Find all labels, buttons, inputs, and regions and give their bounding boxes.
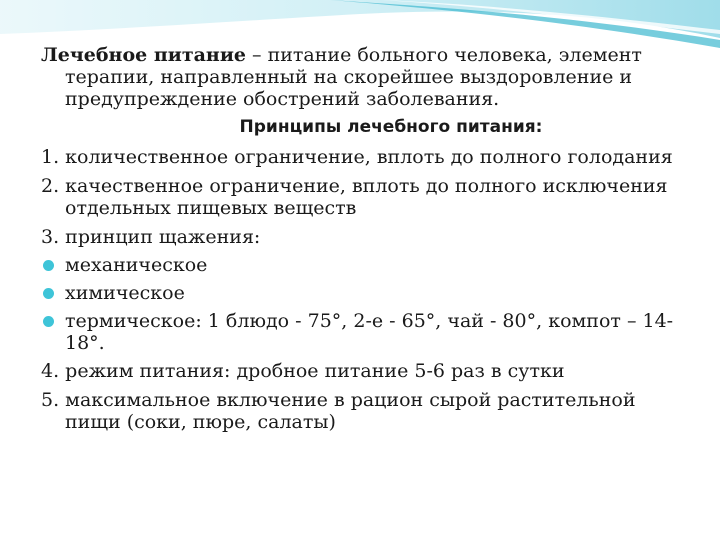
list-item: 1. количественное ограничение, вплоть до полного голодания <box>41 146 673 168</box>
list-item: 2. качественное ограничение, вплоть до полного исключения отдельных пищевых веществ <box>41 175 668 219</box>
bullet-item <box>41 254 681 276</box>
bullet-dot-icon <box>43 316 54 327</box>
bullet-dot-icon <box>43 288 54 299</box>
list-item: 5. максимальное включение в рацион сырой растительной пищи (соки, пюре, салаты) <box>41 389 636 433</box>
list-item: 3. принцип щажения: <box>41 226 261 248</box>
definition-term: Лечебное питание <box>41 44 247 66</box>
definition-text: – питание больного человека, элемент терапии, направленный на скорейшее выздоровление и предупреждение обострений заболевания. <box>65 44 642 110</box>
bullet-text: химическое <box>65 282 185 304</box>
definition-paragraph <box>41 44 681 110</box>
bullet-text: термическое: 1 блюдо - 75°, 2-е - 65°, чай - 80°, компот – 14-18°. <box>65 310 674 354</box>
principles-list <box>41 146 681 433</box>
bullet-item <box>41 310 681 354</box>
list-item: 4. режим питания: дробное питание 5-6 раз в сутки <box>41 360 565 382</box>
principles-heading: Принципы лечебного питания: <box>239 117 543 137</box>
bullet-text: механическое <box>65 254 208 276</box>
bullet-item <box>41 282 681 304</box>
slide-content <box>41 44 681 440</box>
bullet-dot-icon <box>43 260 54 271</box>
